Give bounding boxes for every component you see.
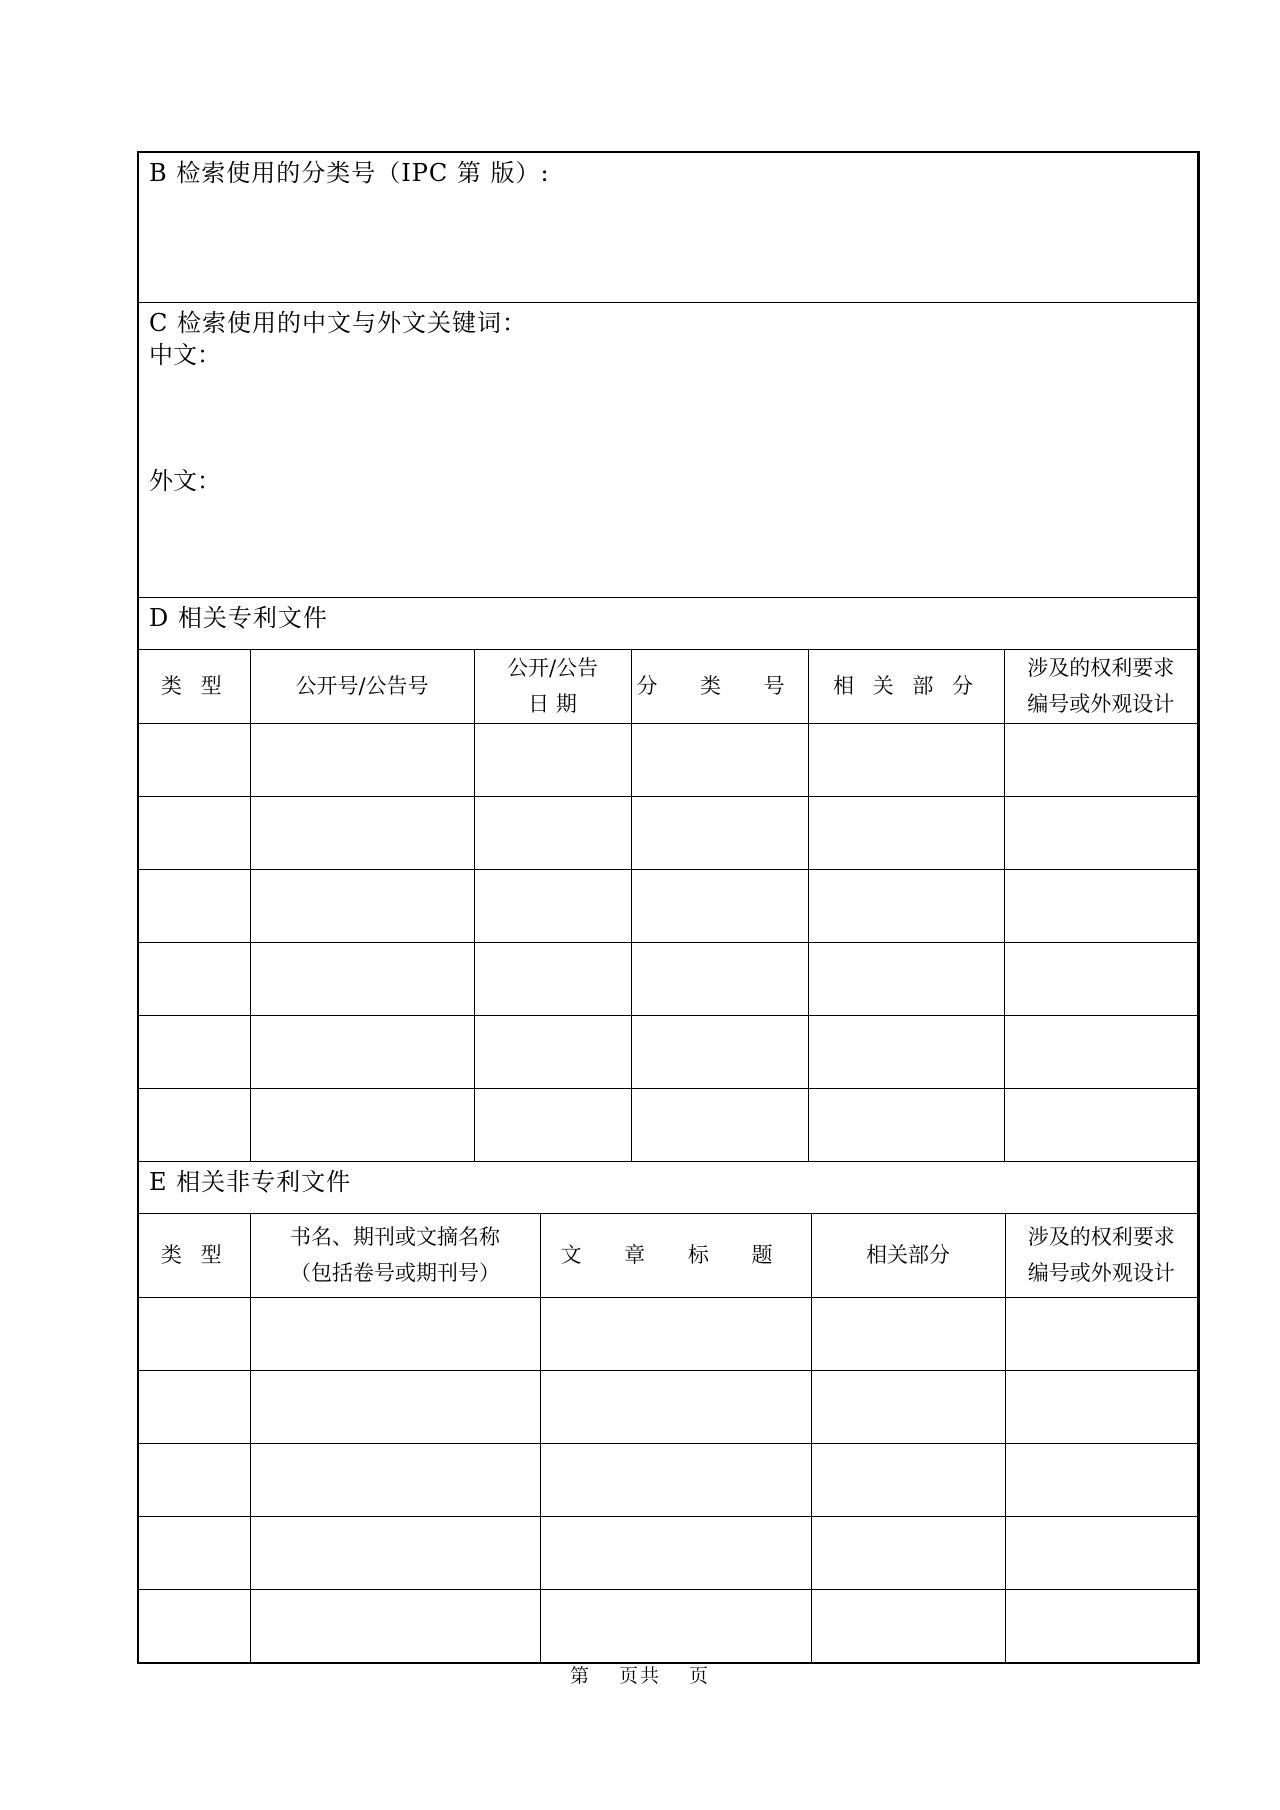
col-classification: 分 类 号 <box>631 650 808 723</box>
table-row <box>139 1371 1197 1444</box>
table-cell[interactable] <box>540 1298 811 1371</box>
table-cell[interactable] <box>811 1298 1005 1371</box>
col-publication-date-line1: 公开/公告 <box>506 656 599 681</box>
table-cell[interactable] <box>808 1015 1004 1088</box>
table-cell[interactable] <box>250 723 474 796</box>
footer-of-label: 页共 <box>618 1665 661 1687</box>
chinese-keywords-label: 中文： <box>149 341 221 369</box>
table-cell[interactable] <box>139 796 250 869</box>
table-cell[interactable] <box>540 1371 811 1444</box>
table-cell[interactable] <box>1005 1590 1197 1663</box>
table-cell[interactable] <box>811 1517 1005 1590</box>
table-cell[interactable] <box>250 1371 540 1444</box>
table-cell[interactable] <box>250 869 474 942</box>
table-row <box>139 723 1197 796</box>
table-cell[interactable] <box>139 1298 250 1371</box>
section-b-classification <box>139 153 1197 303</box>
section-e-non-patent-documents <box>139 1162 1197 1663</box>
section-c-title: C 检索使用的中文与外文关键词： <box>149 309 527 337</box>
table-cell[interactable] <box>250 1444 540 1517</box>
col-claims-line2: 编号或外观设计 <box>1027 692 1175 717</box>
col-relevant-part: 相关部分 <box>811 1214 1005 1298</box>
table-header-row <box>139 650 1197 723</box>
table-cell[interactable] <box>1005 1298 1197 1371</box>
table-cell[interactable] <box>1004 723 1197 796</box>
table-row <box>139 1088 1197 1161</box>
table-row <box>139 796 1197 869</box>
table-cell[interactable] <box>1004 869 1197 942</box>
table-cell[interactable] <box>1005 1517 1197 1590</box>
table-cell[interactable] <box>631 796 808 869</box>
section-c-keywords <box>139 303 1197 598</box>
col-type: 类 型 <box>139 1214 250 1298</box>
page-footer <box>0 1664 1280 1688</box>
table-cell[interactable] <box>1004 1015 1197 1088</box>
table-cell[interactable] <box>474 796 631 869</box>
table-cell[interactable] <box>811 1371 1005 1444</box>
table-cell[interactable] <box>631 1088 808 1161</box>
col-claims-line2: 编号或外观设计 <box>1027 1261 1175 1286</box>
table-cell[interactable] <box>631 1015 808 1088</box>
col-relevant-part: 相 关 部 分 <box>808 650 1004 723</box>
table-cell[interactable] <box>808 1088 1004 1161</box>
table-cell[interactable] <box>250 942 474 1015</box>
table-row <box>139 1298 1197 1371</box>
table-cell[interactable] <box>811 1444 1005 1517</box>
col-publication-date <box>474 650 631 723</box>
table-cell[interactable] <box>1005 1371 1197 1444</box>
table-cell[interactable] <box>139 1590 250 1663</box>
table-cell[interactable] <box>250 796 474 869</box>
table-cell[interactable] <box>631 869 808 942</box>
table-cell[interactable] <box>139 869 250 942</box>
table-cell[interactable] <box>1004 1088 1197 1161</box>
table-cell[interactable] <box>139 1015 250 1088</box>
table-cell[interactable] <box>250 1015 474 1088</box>
table-cell[interactable] <box>811 1590 1005 1663</box>
col-publication-number: 公开号/公告号 <box>250 650 474 723</box>
footer-page-label: 第 <box>569 1665 591 1687</box>
table-cell[interactable] <box>631 942 808 1015</box>
col-publication-name <box>250 1214 540 1298</box>
table-cell[interactable] <box>474 1088 631 1161</box>
table-cell[interactable] <box>540 1517 811 1590</box>
table-header-row <box>139 1214 1197 1298</box>
table-row <box>139 942 1197 1015</box>
table-cell[interactable] <box>139 1371 250 1444</box>
table-row <box>139 1517 1197 1590</box>
table-cell[interactable] <box>139 1088 250 1161</box>
patent-documents-table <box>139 650 1197 1161</box>
table-cell[interactable] <box>631 723 808 796</box>
table-row <box>139 1444 1197 1517</box>
table-cell[interactable] <box>250 1088 474 1161</box>
table-row <box>139 1015 1197 1088</box>
table-cell[interactable] <box>250 1590 540 1663</box>
table-cell[interactable] <box>1005 1444 1197 1517</box>
table-cell[interactable] <box>1004 942 1197 1015</box>
table-row <box>139 869 1197 942</box>
table-cell[interactable] <box>808 942 1004 1015</box>
table-cell[interactable] <box>808 869 1004 942</box>
table-cell[interactable] <box>1004 796 1197 869</box>
table-row <box>139 1590 1197 1663</box>
table-cell[interactable] <box>474 942 631 1015</box>
col-claims-line1: 涉及的权利要求 <box>1027 656 1175 681</box>
col-publication-name-line2: （包括卷号或期刊号） <box>290 1261 500 1286</box>
table-cell[interactable] <box>474 723 631 796</box>
chinese-keywords-field[interactable] <box>139 371 1197 465</box>
col-article-title: 文 章 标 题 <box>540 1214 811 1298</box>
col-claims-line1: 涉及的权利要求 <box>1027 1225 1175 1250</box>
table-cell[interactable] <box>139 1517 250 1590</box>
non-patent-documents-table <box>139 1214 1197 1663</box>
col-type: 类 型 <box>139 650 250 723</box>
table-cell[interactable] <box>540 1590 811 1663</box>
table-cell[interactable] <box>139 942 250 1015</box>
table-cell[interactable] <box>139 723 250 796</box>
foreign-keywords-label: 外文： <box>149 467 221 495</box>
section-b-title: B 检索使用的分类号（IPC 第 版）: <box>149 159 550 187</box>
search-report-form <box>137 151 1200 1664</box>
table-cell[interactable] <box>808 723 1004 796</box>
table-cell[interactable] <box>139 1444 250 1517</box>
table-cell[interactable] <box>540 1444 811 1517</box>
col-publication-date-line2: 日 期 <box>528 692 577 717</box>
col-publication-name-line1: 书名、期刊或文摘名称 <box>290 1225 500 1250</box>
table-cell[interactable] <box>808 796 1004 869</box>
col-claims-involved <box>1004 650 1197 723</box>
table-cell[interactable] <box>250 1517 540 1590</box>
footer-end-label: 页 <box>689 1665 711 1687</box>
table-cell[interactable] <box>474 869 631 942</box>
section-d-title: D 相关专利文件 <box>139 598 1197 650</box>
table-cell[interactable] <box>474 1015 631 1088</box>
section-d-patent-documents <box>139 598 1197 1162</box>
section-e-title: E 相关非专利文件 <box>139 1162 1197 1214</box>
table-cell[interactable] <box>250 1298 540 1371</box>
col-claims-involved <box>1005 1214 1197 1298</box>
